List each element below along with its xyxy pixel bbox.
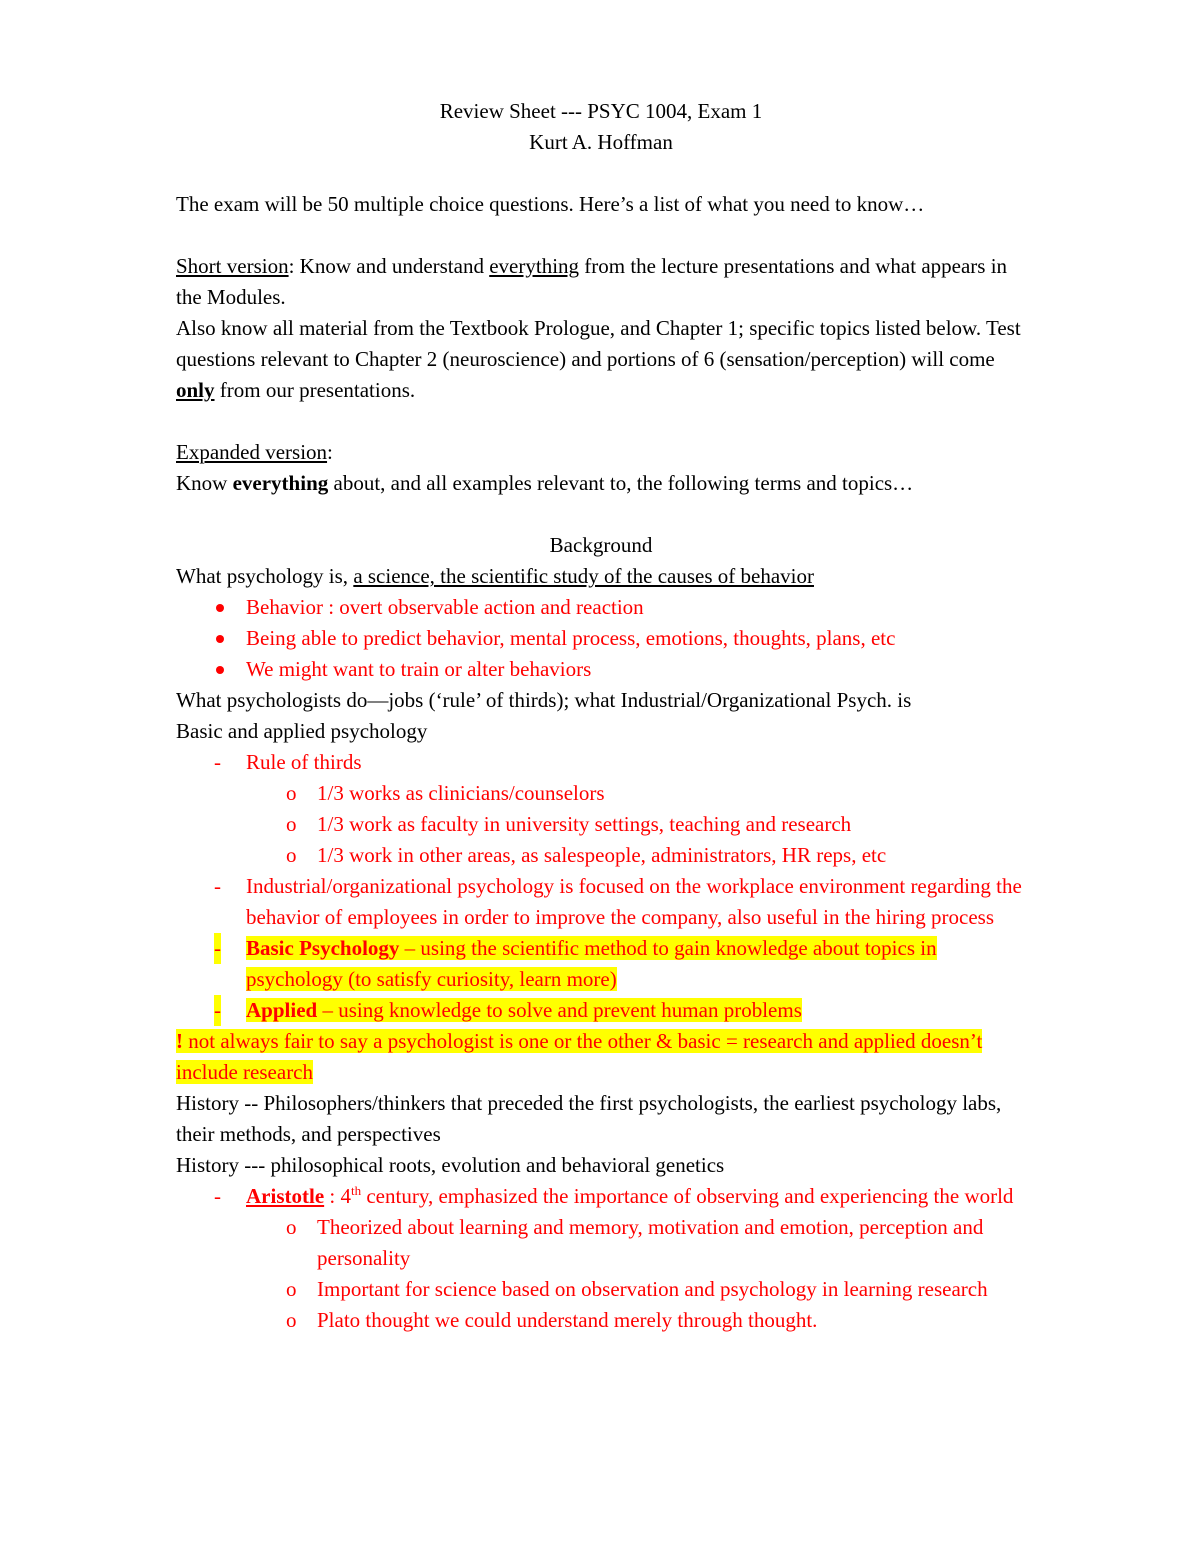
list-item: Being able to predict behavior, mental process, emotions, thoughts, plans, etc [176, 623, 1026, 654]
background-heading: Background [549, 533, 653, 557]
what-psychology-is: What psychology is, a science, the scientific study of the causes of behavior [176, 564, 814, 588]
list-item: o Theorized about learning and memory, motivation and emotion, perception and personality [176, 1212, 1026, 1274]
bullet-icon [216, 604, 224, 612]
dash-marker: - [214, 1184, 221, 1208]
basic-applied-topic: Basic and applied psychology [176, 719, 428, 743]
circle-marker: o [286, 1308, 297, 1332]
list-item: o Plato thought we could understand merely through thought. [176, 1305, 1026, 1336]
document-author: Kurt A. Hoffman [529, 130, 673, 154]
textbook-paragraph: Also know all material from the Textbook Prologue, and Chapter 1; specific topics listed below. Test questions relevant to Chapter 2 (neuroscience) and portions of 6 (sensation/perception) will come only from our presentations. [176, 316, 1021, 402]
expanded-version-heading: Expanded version: [176, 440, 333, 464]
rule-of-thirds-item: - Rule of thirds [176, 747, 1026, 778]
basic-psychology-item: - Basic Psychology – using the scientific method to gain knowledge about topics in psychology (to satisfy curiosity, learn more) [176, 933, 1026, 995]
list-item: o 1/3 work in other areas, as salespeople, administrators, HR reps, etc [176, 840, 1026, 871]
what-psychologists-do: What psychologists do—jobs (‘rule’ of thirds); what Industrial/Organizational Psych. is [176, 688, 912, 712]
list-item: o 1/3 works as clinicians/counselors [176, 778, 1026, 809]
list-item: o 1/3 work as faculty in university settings, teaching and research [176, 809, 1026, 840]
circle-marker: o [286, 1277, 297, 1301]
list-item: We might want to train or alter behaviors [176, 654, 1026, 685]
circle-marker: o [286, 1215, 297, 1239]
dash-marker: - [214, 933, 221, 964]
aristotle-name: Aristotle [246, 1184, 325, 1208]
io-psych-item: - Industrial/organizational psychology is focused on the workplace environment regarding the behavior of employees in order to improve the company, also useful in the hiring process [176, 871, 1026, 933]
bullet-icon [216, 635, 224, 643]
behavior-bullet-list [176, 592, 1026, 685]
dash-marker: - [214, 874, 221, 898]
everything-emphasis: everything [489, 254, 580, 278]
only-emphasis: only [176, 378, 215, 402]
applied-psychology-item: - Applied – using knowledge to solve and prevent human problems [176, 995, 1026, 1026]
history-roots: History --- philosophical roots, evolution and behavioral genetics [176, 1153, 725, 1177]
circle-marker: o [286, 812, 297, 836]
aristotle-item: - Aristotle : 4th century, emphasized the importance of observing and experiencing the world [176, 1181, 1026, 1212]
document-title: Review Sheet --- PSYC 1004, Exam 1 [439, 99, 763, 123]
note-highlighted: ! not always fair to say a psychologist is one or the other & basic = research and applied doesn’t include research [176, 1029, 983, 1084]
list-item: o Important for science based on observation and psychology in learning research [176, 1274, 1026, 1305]
list-item: Behavior : overt observable action and reaction [176, 592, 1026, 623]
dash-marker: - [214, 995, 221, 1026]
short-version-paragraph: Short version: Know and understand everything from the lecture presentations and what appears in the Modules. [176, 254, 1008, 309]
short-version-label: Short version [176, 254, 289, 278]
circle-marker: o [286, 843, 297, 867]
dash-marker: - [214, 750, 221, 774]
circle-marker: o [286, 781, 297, 805]
intro-text: The exam will be 50 multiple choice questions. Here’s a list of what you need to know… [176, 192, 925, 216]
history-philosophers: History -- Philosophers/thinkers that preceded the first psychologists, the earliest psychology labs, their methods, and perspectives [176, 1091, 1002, 1146]
document-body [176, 96, 1026, 1336]
bullet-icon [216, 666, 224, 674]
expanded-version-text: Know everything about, and all examples relevant to, the following terms and topics… [176, 471, 914, 495]
